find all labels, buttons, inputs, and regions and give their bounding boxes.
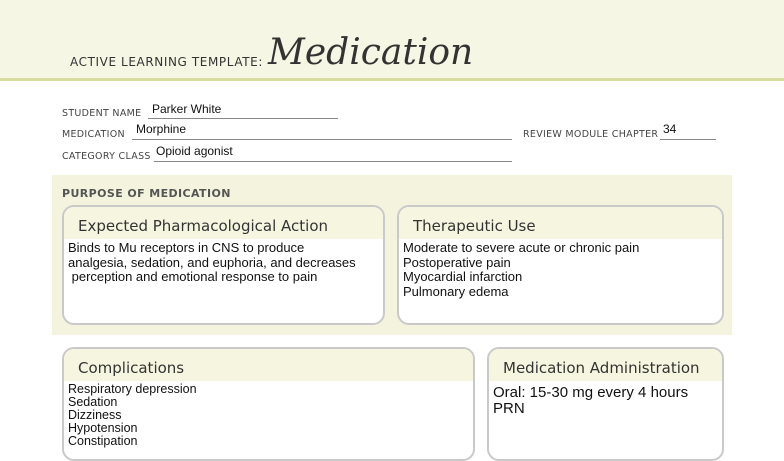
complications-line: Hypotension (68, 421, 138, 435)
therapeutic-use-line: Postoperative pain (403, 254, 511, 270)
complications-line: Respiratory depression (68, 382, 197, 396)
complications-title: Complications (64, 349, 473, 381)
administration-text[interactable] (489, 381, 722, 419)
administration-title: Medication Administration (489, 349, 722, 381)
therapeutic-use-text[interactable] (399, 239, 722, 301)
category-line (154, 161, 512, 162)
template-label: ACTIVE LEARNING TEMPLATE: (70, 55, 263, 69)
therapeutic-use-title: Therapeutic Use (399, 207, 722, 239)
pharm-action-line: Binds to Mu receptors in CNS to produce (68, 240, 305, 255)
review-chapter-field[interactable]: 34 (663, 122, 677, 136)
complications-line: Sedation (68, 395, 118, 409)
administration-line: Oral: 15-30 mg every 4 hours (493, 384, 689, 401)
medication-line (132, 139, 512, 140)
complications-line: Constipation (68, 434, 138, 448)
pharm-action-line: perception and emotional response to pain (68, 269, 318, 284)
category-label: CATEGORY CLASS (62, 151, 151, 162)
administration-box (487, 347, 724, 461)
pharm-action-line: analgesia, sedation, and euphoria, and decreases (68, 254, 356, 270)
purpose-heading: PURPOSE OF MEDICATION (62, 187, 231, 200)
therapeutic-use-line: Moderate to severe acute or chronic pain (403, 240, 640, 255)
complications-line: Dizziness (68, 408, 122, 422)
therapeutic-use-line: Pulmonary edema (403, 283, 509, 299)
category-field[interactable]: Opioid agonist (156, 144, 233, 158)
template-title: Medication (268, 32, 474, 73)
therapeutic-use-line: Myocardial infarction (403, 269, 523, 284)
medication-field[interactable]: Morphine (136, 122, 187, 136)
review-chapter-line (660, 139, 716, 140)
medication-label: MEDICATION (62, 129, 125, 140)
student-name-label: STUDENT NAME (62, 108, 142, 119)
therapeutic-use-box (397, 205, 724, 325)
student-name-line (148, 118, 338, 119)
pharm-action-text[interactable] (64, 239, 383, 287)
pharm-action-title: Expected Pharmacological Action (64, 207, 383, 239)
complications-box (62, 347, 475, 461)
review-chapter-label: REVIEW MODULE CHAPTER (523, 129, 659, 140)
administration-line: PRN (493, 400, 525, 417)
complications-text[interactable] (64, 381, 473, 450)
pharm-action-box (62, 205, 385, 325)
student-name-field[interactable]: Parker White (152, 102, 222, 116)
